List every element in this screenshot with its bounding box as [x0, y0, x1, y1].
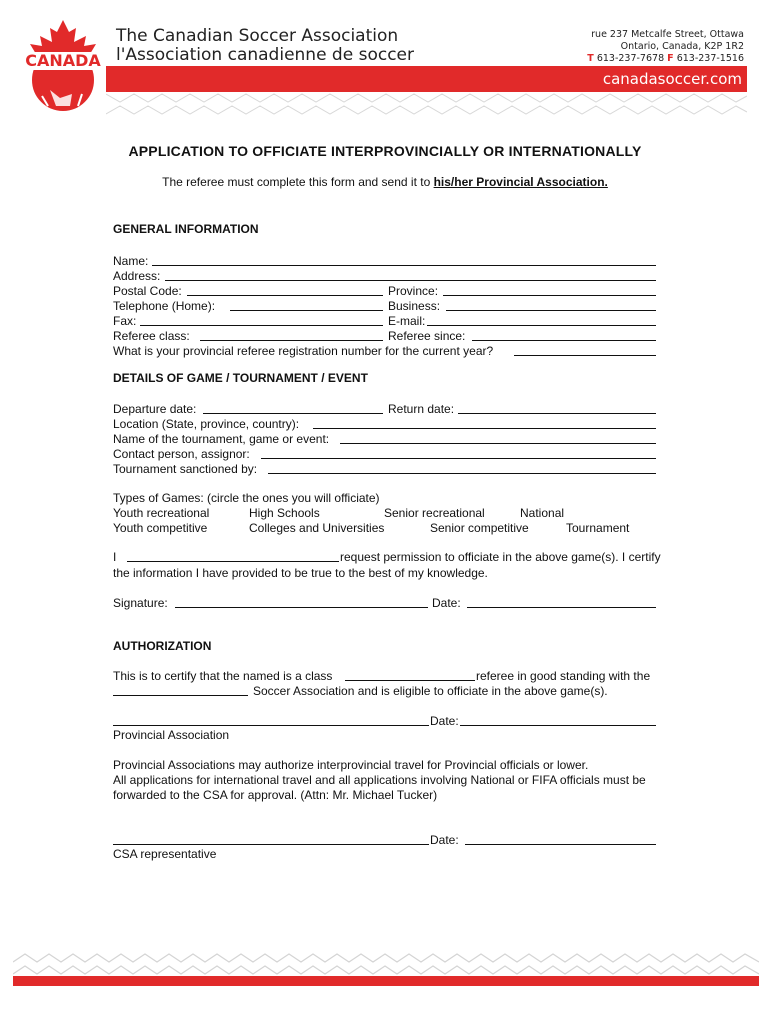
- header-hex-pattern: [106, 92, 747, 118]
- org-name-french: l'Association canadienne de soccer: [116, 45, 414, 65]
- signature-label: Signature:: [113, 596, 168, 610]
- org-name-english: The Canadian Soccer Association: [116, 26, 399, 46]
- departure-date-label: Departure date:: [113, 402, 197, 416]
- name-label: Name:: [113, 254, 149, 268]
- telephone-home-label: Telephone (Home):: [113, 299, 216, 313]
- website-link[interactable]: canadasoccer.com: [602, 70, 742, 88]
- game-type-colleges-universities[interactable]: Colleges and Universities: [249, 521, 385, 535]
- referee-since-label: Referee since:: [388, 329, 466, 343]
- signature-field[interactable]: [175, 607, 428, 608]
- request-i-label: I: [113, 550, 117, 564]
- return-date-field[interactable]: [458, 413, 656, 414]
- association-field[interactable]: [113, 695, 248, 696]
- signature-date-label: Date:: [432, 596, 461, 610]
- phone-fax-line: [587, 53, 744, 65]
- address-line-2: Ontario, Canada, K2P 1R2: [620, 41, 744, 52]
- email-label: E-mail:: [388, 314, 426, 328]
- note-line-3: forwarded to the CSA for approval. (Attn: Mr. Michael Tucker): [113, 788, 438, 802]
- address-field[interactable]: [165, 280, 656, 281]
- departure-date-field[interactable]: [203, 413, 383, 414]
- return-date-label: Return date:: [388, 402, 455, 416]
- sanctioned-by-label: Tournament sanctioned by:: [113, 462, 258, 476]
- csa-representative-caption: CSA representative: [113, 847, 217, 861]
- class-field[interactable]: [345, 680, 475, 681]
- province-label: Province:: [388, 284, 439, 298]
- provincial-date-label: Date:: [430, 714, 459, 728]
- address-line-1: rue 237 Metcalfe Street, Ottawa: [591, 29, 744, 40]
- location-label: Location (State, province, country):: [113, 417, 300, 431]
- note-line-2: All applications for international travel and all applications involving National or FIFA officials must be: [113, 773, 646, 787]
- section-authorization-heading: AUTHORIZATION: [113, 639, 212, 653]
- name-field[interactable]: [152, 265, 656, 266]
- certify-text: This is to certify that the named is a class: [113, 669, 333, 683]
- section-details-heading: DETAILS OF GAME / TOURNAMENT / EVENT: [113, 371, 368, 385]
- section-general-heading: GENERAL INFORMATION: [113, 222, 259, 236]
- instruction-text: The referee must complete this form and send it to: [162, 175, 434, 189]
- tel-label: T: [587, 53, 594, 64]
- game-type-youth-recreational[interactable]: Youth recreational: [113, 506, 210, 520]
- provincial-association-caption: Provincial Association: [113, 728, 230, 742]
- csa-date-label: Date:: [430, 833, 459, 847]
- telephone-home-field[interactable]: [230, 310, 383, 311]
- requester-name-field[interactable]: [127, 561, 339, 562]
- provincial-date-field[interactable]: [460, 725, 656, 726]
- postal-code-label: Postal Code:: [113, 284, 182, 298]
- signature-date-field[interactable]: [467, 607, 656, 608]
- game-type-tournament[interactable]: Tournament: [566, 521, 630, 535]
- postal-code-field[interactable]: [187, 295, 383, 296]
- contact-person-label: Contact person, assignor:: [113, 447, 250, 461]
- provincial-association-signature-field[interactable]: [113, 725, 429, 726]
- form-instruction: [0, 175, 770, 189]
- registration-number-label: What is your provincial referee registration number for the current year?: [113, 344, 494, 358]
- tournament-name-field[interactable]: [340, 443, 656, 444]
- referee-class-label: Referee class:: [113, 329, 190, 343]
- tournament-name-label: Name of the tournament, game or event:: [113, 432, 330, 446]
- fax-label: F: [667, 53, 674, 64]
- contact-person-field[interactable]: [261, 458, 656, 459]
- game-type-senior-recreational[interactable]: Senior recreational: [384, 506, 485, 520]
- fax-number: 613-237-1516: [676, 53, 744, 64]
- game-type-high-schools[interactable]: High Schools: [249, 506, 320, 520]
- footer-red-band: [13, 976, 759, 986]
- note-line-1: Provincial Associations may authorize interprovincial travel for Provincial officials or lower.: [113, 758, 589, 772]
- location-field[interactable]: [313, 428, 656, 429]
- business-phone-label: Business:: [388, 299, 441, 313]
- game-type-youth-competitive[interactable]: Youth competitive: [113, 521, 208, 535]
- certify-line-2: Soccer Association and is eligible to officiate in the above game(s).: [253, 684, 608, 698]
- registration-number-field[interactable]: [514, 355, 656, 356]
- game-type-senior-competitive[interactable]: Senior competitive: [430, 521, 529, 535]
- sanctioned-by-field[interactable]: [268, 473, 656, 474]
- province-field[interactable]: [443, 295, 656, 296]
- business-phone-field[interactable]: [446, 310, 656, 311]
- fax-label: Fax:: [113, 314, 137, 328]
- referee-since-field[interactable]: [472, 340, 656, 341]
- form-title: APPLICATION TO OFFICIATE INTERPROVINCIALLY OR INTERNATIONALLY: [128, 143, 642, 159]
- request-text-continued: the information I have provided to be true to the best of my knowledge.: [113, 566, 488, 580]
- game-type-national[interactable]: National: [520, 506, 565, 520]
- logo-text: CANADA: [25, 51, 101, 70]
- fax-field[interactable]: [140, 325, 383, 326]
- csa-date-field[interactable]: [465, 844, 656, 845]
- csa-signature-field[interactable]: [113, 844, 429, 845]
- provincial-association-link: his/her Provincial Association.: [433, 175, 608, 189]
- address-block: [587, 29, 744, 65]
- email-field[interactable]: [427, 325, 656, 326]
- request-text: request permission to officiate in the above game(s). I certify: [340, 550, 661, 564]
- address-label: Address:: [113, 269, 161, 283]
- certify-text-end: referee in good standing with the: [476, 669, 651, 683]
- referee-class-field[interactable]: [200, 340, 383, 341]
- telephone-number: 613-237-7678: [596, 53, 665, 64]
- types-of-games-label: Types of Games: (circle the ones you will officiate): [113, 491, 380, 505]
